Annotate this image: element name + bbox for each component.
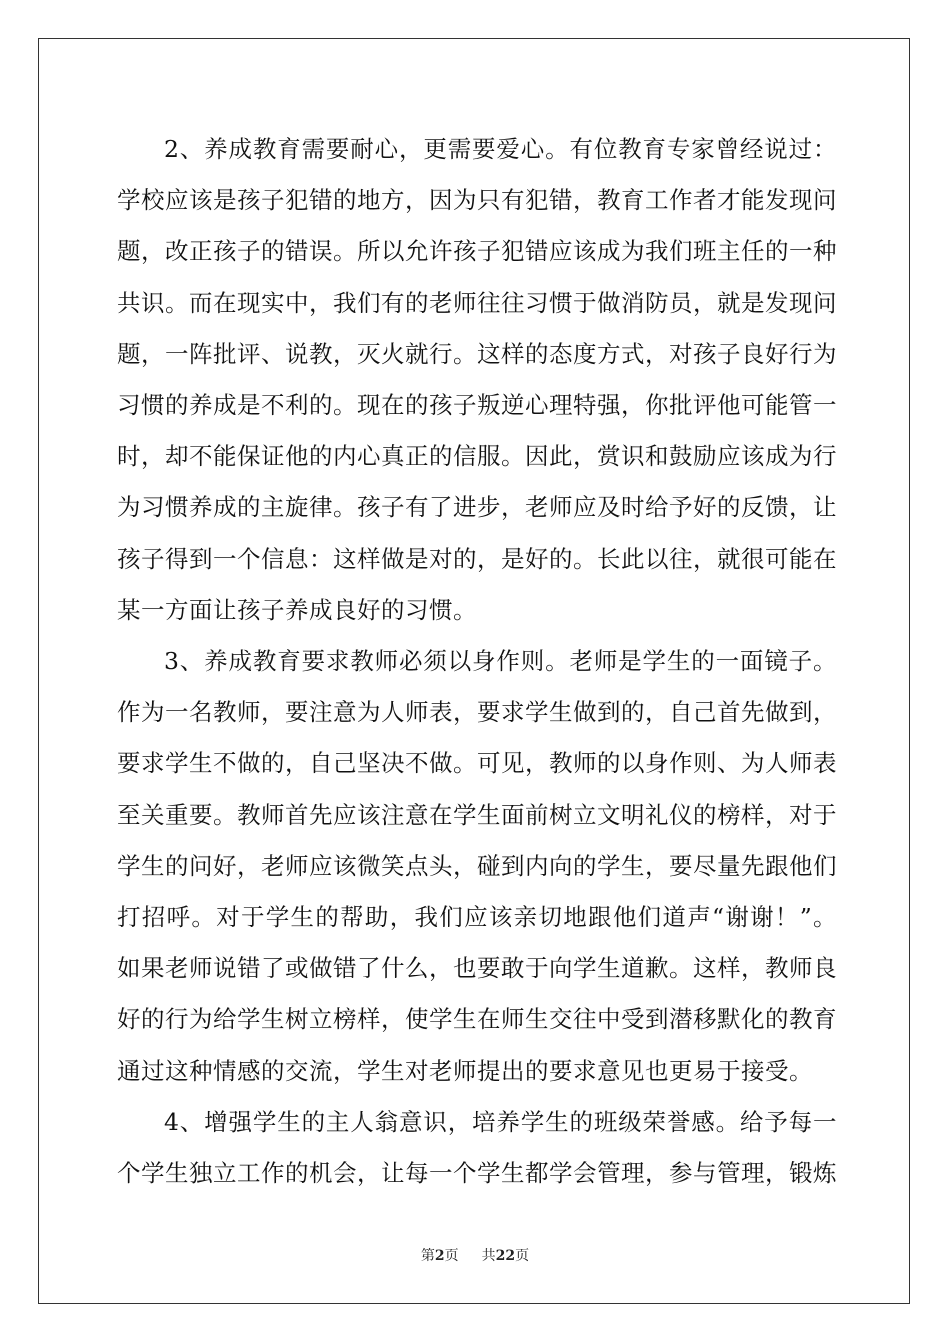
document-body [117, 124, 837, 1199]
total-label-prefix: 共 [481, 1248, 496, 1264]
page-footer [0, 1246, 950, 1266]
total-label-suffix: 页 [515, 1248, 530, 1264]
paragraph-2: 2、养成教育需要耐心，更需要爱心。有位教育专家曾经说过：学校应该是孩子犯错的地方，因为只有犯错，教育工作者才能发现问题，改正孩子的错误。所以允许孩子犯错应该成为我们班主任的一种共识。而在现实中，我们有的老师往往习惯于做消防员，就是发现问题，一阵批评、说教，灭火就行。这样的态度方式，对孩子良好行为习惯的养成是不利的。现在的孩子叛逆心理特强，你批评他可能管一时，却不能保证他的内心真正的信服。因此，赏识和鼓励应该成为行为习惯养成的主旋律。孩子有了进步，老师应及时给予好的反馈，让孩子得到一个信息：这样做是对的，是好的。长此以往，就很可能在某一方面让孩子养成良好的习惯。 [117, 135, 837, 624]
paragraph-3: 3、养成教育要求教师必须以身作则。老师是学生的一面镜子。作为一名教师，要注意为人师表，要求学生做到的，自己首先做到，要求学生不做的，自己坚决不做。可见，教师的以身作则、为人师表至关重要。教师首先应该注意在学生面前树立文明礼仪的榜样，对于学生的问好，老师应该微笑点头，碰到内向的学生，要尽量先跟他们打招呼。对于学生的帮助，我们应该亲切地跟他们道声“谢谢！”。如果老师说错了或做错了什么，也要敢于向学生道歉。这样，教师良好的行为给学生树立榜样，使学生在师生交往中受到潜移默化的教育通过这种情感的交流，学生对老师提出的要求意见也更易于接受。 [117, 647, 837, 1085]
paragraph-4: 4、增强学生的主人翁意识，培养学生的班级荣誉感。给予每一个学生独立工作的机会，让每一个学生都学会管理，参与管理，锻炼 [117, 1107, 837, 1188]
current-page-number: 2 [434, 1248, 445, 1264]
total-page-count: 22 [495, 1248, 516, 1264]
page-label-suffix: 页 [444, 1248, 459, 1264]
page-label-prefix: 第 [420, 1248, 435, 1264]
